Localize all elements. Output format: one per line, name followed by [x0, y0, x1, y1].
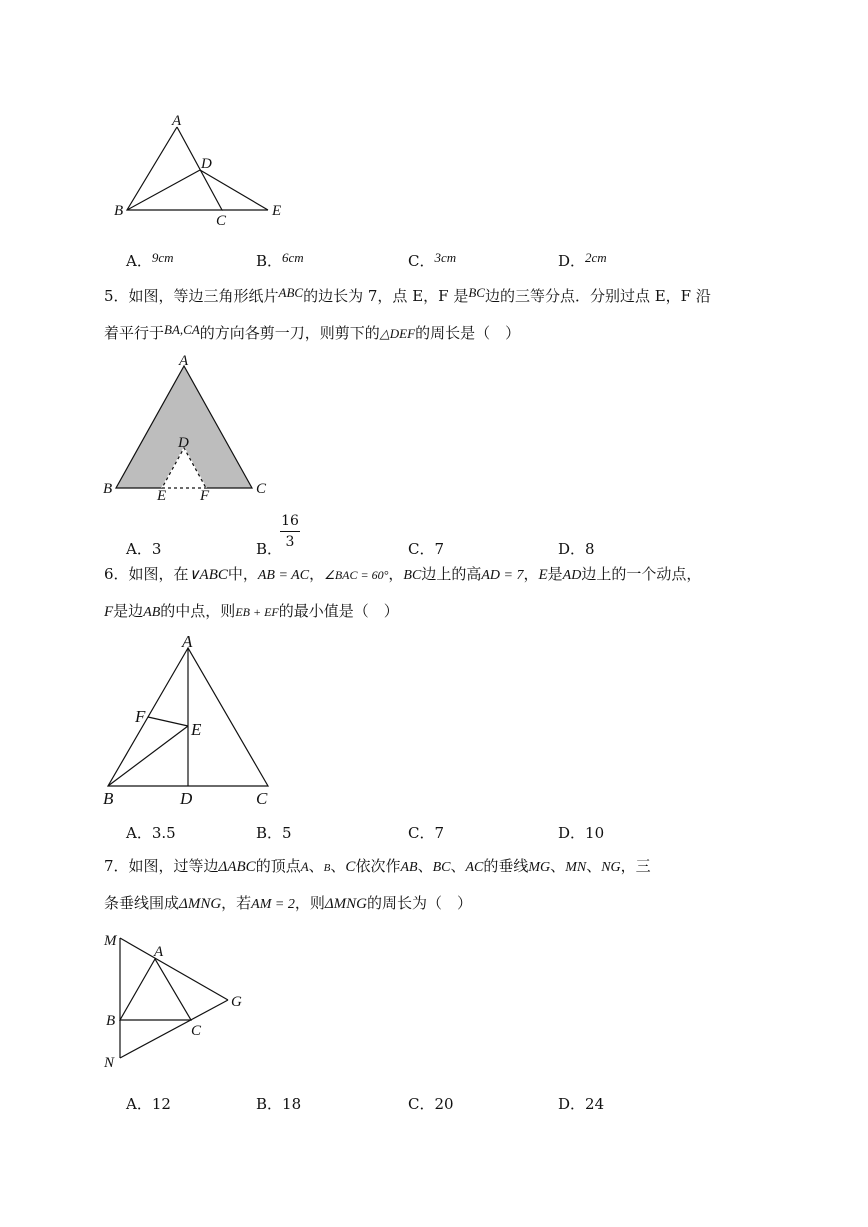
q5-text: 5．如图，等边三角形纸片	[104, 287, 279, 305]
q7-text: ，则	[294, 894, 325, 912]
q5-label-A: A	[179, 353, 189, 369]
q4-option-letter: A．	[126, 252, 152, 270]
q7-text: ，三	[620, 857, 651, 875]
q6-option-letter: D．	[558, 824, 586, 842]
q7-text: 、	[330, 857, 346, 875]
q7-option-letter: A．	[126, 1095, 152, 1113]
q7-math: ΔMNG	[324, 896, 367, 912]
q7-label-C: C	[191, 1023, 202, 1039]
q7-text: 、	[586, 857, 602, 875]
q7-option-letter: D．	[558, 1095, 586, 1113]
q6-text: ，	[309, 565, 325, 583]
q5-text: 的周长是（ ）	[415, 324, 521, 342]
q4-option-value: 6cm	[282, 250, 304, 265]
q5-option-a	[126, 538, 161, 559]
q7-math: ΔMNG	[179, 896, 222, 912]
q6-option-letter: B．	[256, 824, 283, 842]
q6-text: 6．如图，在	[104, 565, 189, 583]
q7-option-c	[408, 1093, 454, 1114]
q6-math: BC	[403, 568, 422, 583]
q7-option-b	[256, 1093, 301, 1114]
figure-q5	[100, 352, 280, 507]
q6-math: ∠BAC = 60°	[324, 568, 389, 582]
q6-math: AD	[562, 568, 582, 583]
q7-text: 7．如图，过等边	[104, 857, 219, 875]
q6-option-letter: C．	[408, 824, 435, 842]
q6-segment-FE	[148, 717, 188, 726]
q7-text: 的垂线	[483, 857, 529, 875]
q6-math: AB = AC	[257, 568, 310, 583]
q4-option-value: 9cm	[151, 250, 174, 265]
q5-math: BA,CA	[164, 322, 200, 337]
q5-label-C: C	[256, 481, 267, 497]
q7-label-B: B	[106, 1013, 116, 1029]
q6-text: 中，	[227, 565, 258, 583]
q6-label-F: F	[135, 707, 146, 726]
q7-math: A	[300, 859, 309, 874]
q6-text: 的中点，则	[160, 602, 236, 620]
q7-math: B	[323, 862, 331, 874]
q6-label-E: E	[191, 720, 202, 739]
q6-label-D: D	[180, 789, 193, 808]
q6-math: EB + EF	[235, 605, 279, 619]
figure-q6	[98, 630, 284, 810]
q7-text: 、	[450, 857, 466, 875]
q6-label-B: B	[103, 789, 114, 808]
q7-math: NG	[601, 860, 621, 875]
q6-label-C: C	[256, 789, 268, 808]
q7-text: 、	[308, 857, 324, 875]
q4-segment-DE	[200, 170, 268, 210]
q7-option-value: 18	[282, 1095, 302, 1113]
q6-text: ，	[523, 565, 539, 583]
q4-option-value: 3cm	[434, 250, 457, 265]
q5-math: ABC	[278, 285, 304, 300]
q7-math: C	[345, 859, 356, 875]
figure-q4	[100, 110, 300, 230]
q5-label-B: B	[103, 481, 113, 497]
q7-option-value: 12	[151, 1095, 171, 1113]
q7-triangle-ABC	[120, 959, 191, 1020]
q5-text: 的边长为 7，点 E，F 是	[303, 287, 469, 305]
q4-option-d	[558, 250, 607, 271]
q7-text: 条垂线围成	[104, 894, 180, 912]
fraction-denominator: 3	[285, 534, 295, 550]
q6-text: 的最小值是（ ）	[278, 602, 399, 620]
q7-option-letter: B．	[256, 1095, 283, 1113]
q5-label-D: D	[178, 435, 189, 451]
q5-text: 的方向各剪一刀，则剪下的	[199, 324, 380, 342]
q7-option-a	[126, 1093, 171, 1114]
q7-option-letter: C．	[408, 1095, 435, 1113]
q6-math: ∨ABC	[188, 567, 228, 583]
q6-option-c	[408, 822, 444, 843]
q5-line-2	[104, 323, 520, 344]
q4-label-E: E	[272, 203, 282, 219]
q6-text: 是边	[113, 602, 144, 620]
q5-option-value: 8	[585, 540, 595, 558]
q7-text: 、	[550, 857, 566, 875]
q6-math: F	[104, 604, 114, 620]
q6-text: 是	[547, 565, 563, 583]
q5-option-value: 3	[151, 540, 162, 558]
q6-math: AD = 7	[481, 568, 524, 583]
q5-math: BC	[468, 285, 485, 300]
q6-line-2	[104, 601, 399, 623]
q7-option-value: 24	[585, 1095, 605, 1113]
q5-option-c	[408, 538, 444, 559]
q6-segment-BE	[108, 726, 188, 786]
q7-label-M: M	[104, 933, 117, 949]
q5-option-letter: B．	[256, 540, 283, 558]
q7-math: AB	[400, 860, 418, 875]
q6-option-b	[256, 822, 292, 843]
q6-option-letter: A．	[126, 824, 152, 842]
q7-math: MG	[528, 860, 551, 875]
q4-label-A: A	[172, 113, 182, 129]
q5-label-E: E	[157, 488, 167, 504]
q6-option-value: 10	[585, 824, 605, 842]
q5-label-F: F	[200, 488, 210, 504]
q4-option-value: 2cm	[585, 250, 607, 265]
q7-label-A: A	[154, 944, 164, 960]
q7-text: 的周长为（ ）	[367, 894, 473, 912]
q6-text: 边上的高	[421, 565, 482, 583]
q7-math: MN	[565, 860, 587, 875]
q5-option-b-fraction	[278, 513, 302, 550]
q7-math: AC	[465, 860, 484, 875]
q7-label-N: N	[104, 1055, 115, 1071]
q5-text: 边的三等分点．分别过点 E，F 沿	[484, 287, 711, 305]
q5-option-value: 7	[434, 540, 445, 558]
q5-shaded-region	[116, 366, 252, 488]
q4-option-c	[408, 250, 456, 271]
q7-text: 的顶点	[255, 857, 301, 875]
q6-math: E	[538, 567, 548, 583]
q4-option-b	[256, 250, 304, 271]
q7-option-value: 20	[434, 1095, 454, 1113]
q6-option-value: 3.5	[151, 824, 176, 842]
q4-label-B: B	[114, 203, 124, 219]
q5-option-letter: A．	[126, 540, 152, 558]
q5-option-letter: D．	[558, 540, 586, 558]
q6-option-d	[558, 822, 604, 843]
q5-line-1	[104, 286, 711, 307]
q6-option-value: 7	[434, 824, 445, 842]
q5-math: △DEF	[379, 326, 416, 341]
fraction-numerator: 16	[281, 513, 299, 529]
q7-text: 、	[417, 857, 433, 875]
q4-segment-BD	[127, 170, 200, 210]
q4-option-letter: C．	[408, 252, 435, 270]
q7-math: BC	[432, 860, 451, 875]
q7-line-NG	[120, 1000, 228, 1058]
q7-math: ΔABC	[218, 859, 256, 875]
q4-option-letter: B．	[256, 252, 283, 270]
q7-text: 依次作	[355, 857, 401, 875]
q6-math: AB	[143, 605, 161, 620]
q6-line-1	[104, 564, 701, 586]
fraction-bar	[280, 531, 300, 532]
q6-option-value: 5	[282, 824, 292, 842]
q7-line-1	[104, 856, 651, 878]
q6-option-a	[126, 822, 176, 843]
q7-text: ，若	[221, 894, 252, 912]
q4-option-a	[126, 250, 174, 271]
q5-text: 着平行于	[104, 324, 165, 342]
figure-q7	[98, 926, 258, 1076]
q7-math: AM = 2	[251, 897, 295, 912]
q7-label-G: G	[231, 994, 242, 1010]
q6-text: ，	[388, 565, 404, 583]
q4-label-D: D	[201, 156, 212, 172]
q7-option-d	[558, 1093, 604, 1114]
q4-option-letter: D．	[558, 252, 586, 270]
q7-line-2	[104, 893, 472, 915]
q5-option-letter: C．	[408, 540, 435, 558]
q6-text: 边上的一个动点，	[581, 565, 702, 583]
q5-option-d	[558, 538, 595, 559]
q4-label-C: C	[216, 213, 227, 229]
q6-label-A: A	[182, 632, 193, 651]
